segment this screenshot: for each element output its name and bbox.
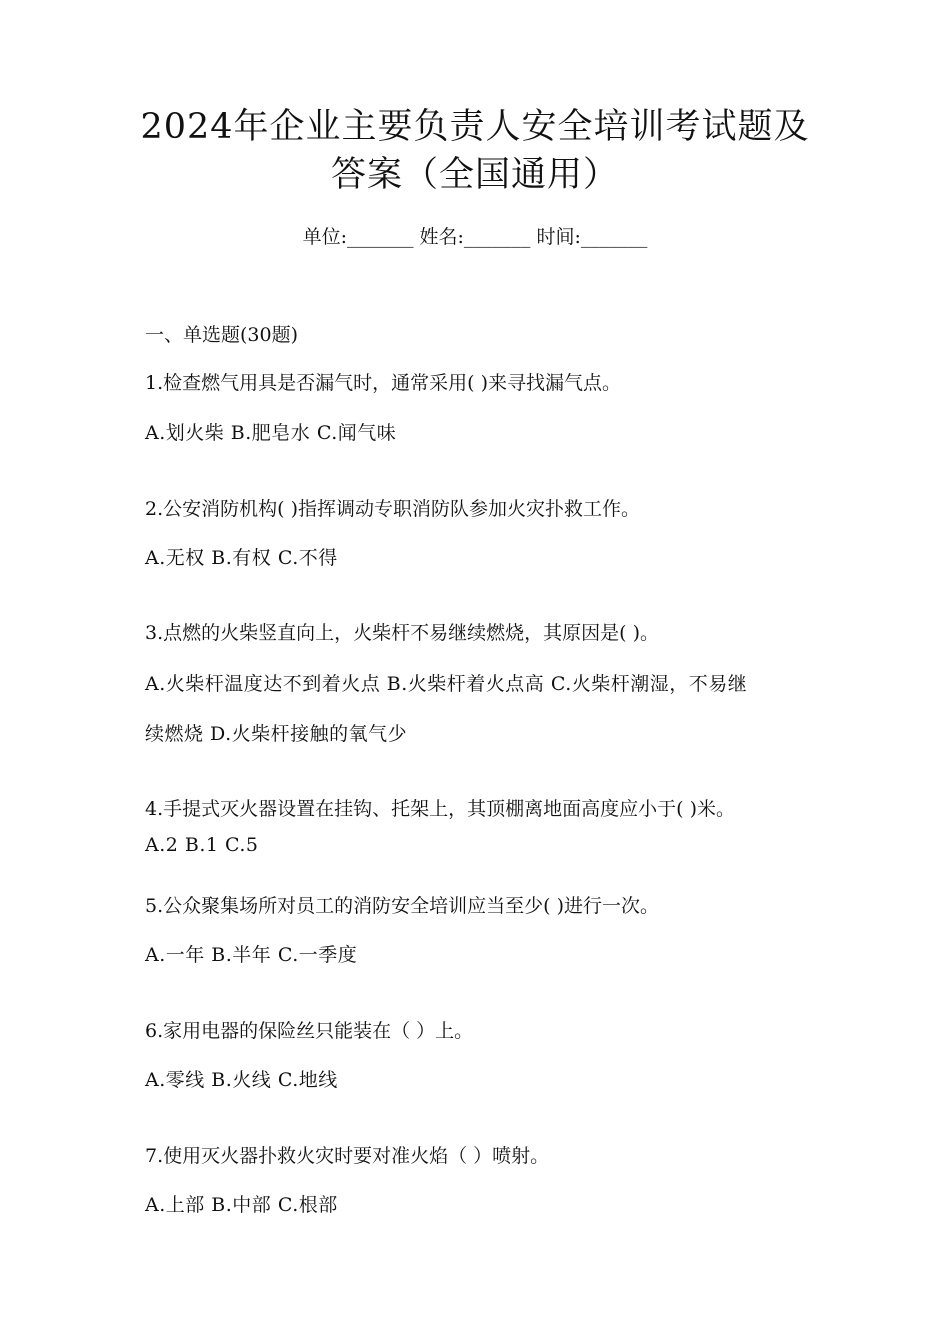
question-3-options-line-1: A.火柴杆温度达不到着火点 B.火柴杆着火点高 C.火柴杆潮湿，不易继 — [145, 673, 748, 695]
question-4-stem: 4.手提式灭火器设置在挂钩、托架上，其顶棚离地面高度应小于( )米。 — [145, 798, 735, 820]
question-2-stem: 2.公安消防机构( )指挥调动专职消防队参加火灾扑救工作。 — [145, 498, 640, 520]
question-2-options: A.无权 B.有权 C.不得 — [145, 547, 338, 569]
question-3-options-line-2: 续燃烧 D.火柴杆接触的氧气少 — [145, 723, 408, 745]
question-5-options: A.一年 B.半年 C.一季度 — [145, 944, 358, 966]
question-3-stem: 3.点燃的火柴竖直向上，火柴杆不易继续燃烧，其原因是( )。 — [145, 622, 659, 644]
question-4-options: A.2 B.1 C.5 — [145, 834, 259, 856]
question-7-stem: 7.使用灭火器扑救火灾时要对准火焰（ ）喷射。 — [145, 1145, 550, 1167]
document-title-line-2: 答案（全国通用） — [330, 155, 619, 195]
question-1-stem: 1.检查燃气用具是否漏气时，通常采用( )来寻找漏气点。 — [145, 372, 621, 394]
question-5-stem: 5.公众聚集场所对员工的消防安全培训应当至少( )进行一次。 — [145, 895, 659, 917]
document-title-line-1: 2024年企业主要负责人安全培训考试题及 — [140, 107, 810, 147]
question-1-options: A.划火柴 B.肥皂水 C.闻气味 — [145, 422, 397, 444]
info-line: 单位:_______ 姓名:_______ 时间:_______ — [302, 226, 648, 248]
section-heading: 一、单选题(30题) — [145, 324, 299, 346]
question-6-options: A.零线 B.火线 C.地线 — [145, 1069, 338, 1091]
question-6-stem: 6.家用电器的保险丝只能装在（ ）上。 — [145, 1020, 474, 1042]
question-7-options: A.上部 B.中部 C.根部 — [145, 1194, 338, 1216]
